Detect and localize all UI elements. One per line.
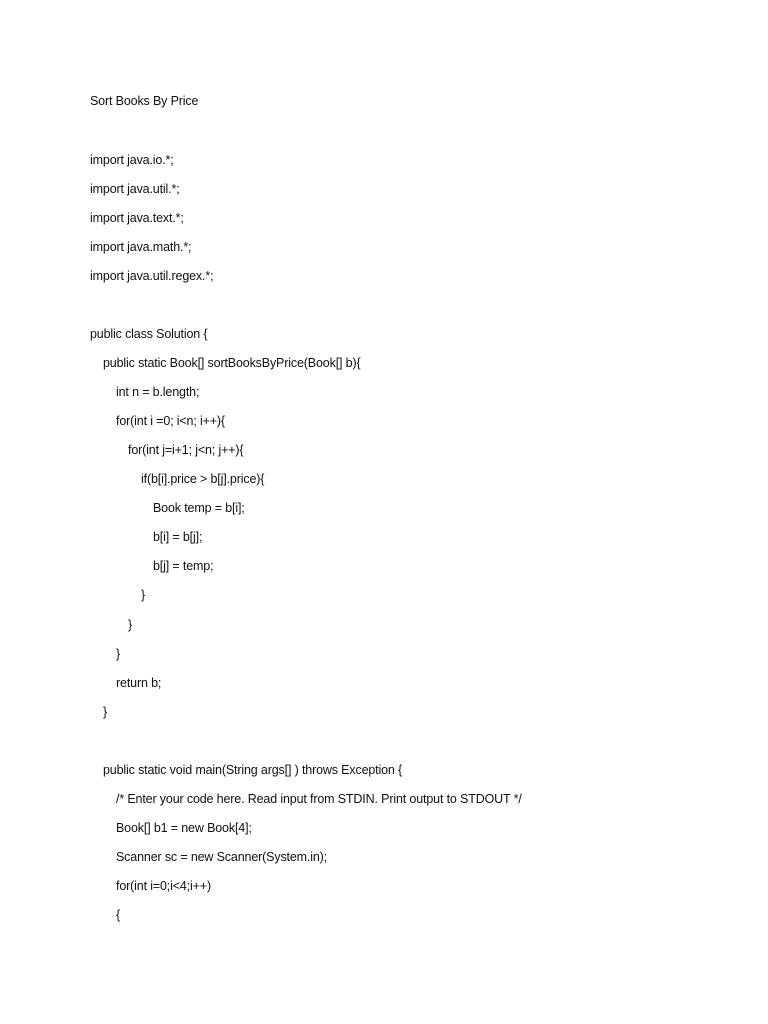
code-line: for(int j=i+1; j<n; j++){ <box>128 443 244 457</box>
code-line: for(int i=0;i<4;i++) <box>116 879 211 893</box>
code-line: public static void main(String args[] ) throws Exception { <box>103 763 403 777</box>
code-line: /* Enter your code here. Read input from STDIN. Print output to STDOUT */ <box>116 792 522 806</box>
code-line: import java.math.*; <box>90 240 192 254</box>
code-line: public static Book[] sortBooksByPrice(Book[] b){ <box>103 356 361 370</box>
code-line: { <box>116 908 121 922</box>
code-line: } <box>128 618 133 632</box>
code-line: if(b[i].price > b[j].price){ <box>141 472 265 486</box>
code-line: Book temp = b[i]; <box>153 501 245 515</box>
code-line: } <box>141 588 146 602</box>
code-line: b[j] = temp; <box>153 559 214 573</box>
code-line: Scanner sc = new Scanner(System.in); <box>116 850 328 864</box>
code-line: for(int i =0; i<n; i++){ <box>116 414 225 428</box>
code-line: import java.util.*; <box>90 182 180 196</box>
code-line: import java.util.regex.*; <box>90 269 214 283</box>
code-line: import java.text.*; <box>90 211 184 225</box>
code-line: public class Solution { <box>90 327 208 341</box>
code-line: return b; <box>116 676 162 690</box>
code-line: b[i] = b[j]; <box>153 530 203 544</box>
document-title: Sort Books By Price <box>90 94 199 108</box>
code-line: } <box>116 647 121 661</box>
code-line: import java.io.*; <box>90 153 174 167</box>
code-line: } <box>103 705 108 719</box>
code-line: Book[] b1 = new Book[4]; <box>116 821 252 835</box>
code-line: int n = b.length; <box>116 385 200 399</box>
